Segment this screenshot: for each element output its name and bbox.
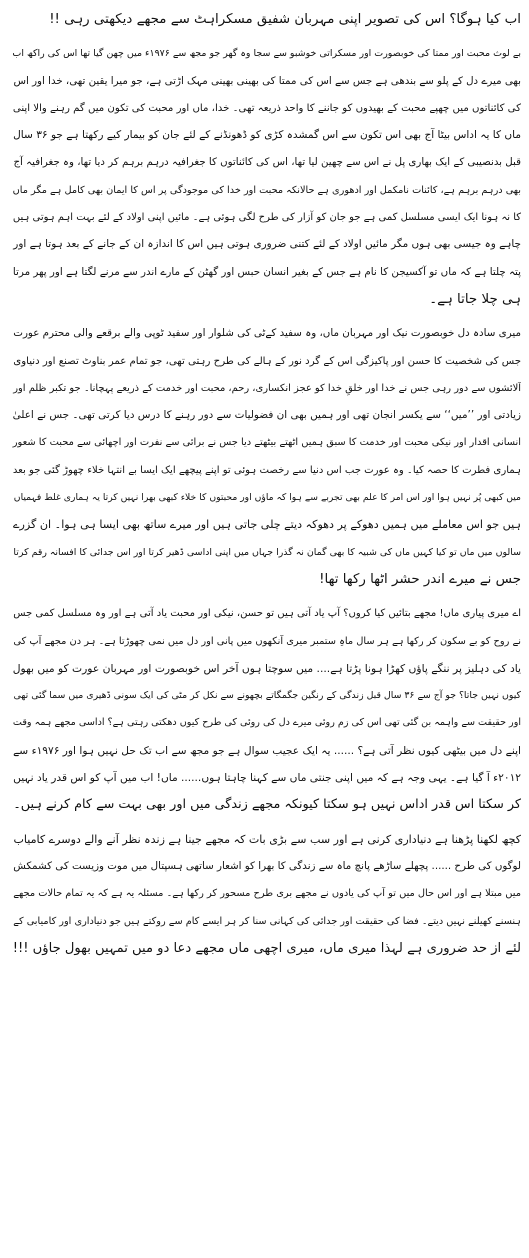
article-paragraph xyxy=(8,320,521,593)
text-line: آلائشوں سے دور رہی جس نے خدا اور خلقِ خدا کو عجز انکساری، رحم، محبت اور خدمت کے ذریعے پہچانا۔ جو تکبر ظلم اور xyxy=(13,382,521,394)
text-line: بھی میرے دل کے پلو سے بندھی ہے جس سے اس کی ممتا کی بھینی بھینی مہک اڑتی ہے، جو میرا یقین تھی، خدا اور اس xyxy=(13,74,521,87)
text-line: چاہے وہ جیسی بھی ہوں مگر مائیں اولاد کے لئے کتنی ضروری ہوتی ہیں اس کا اندازہ ان کے جانے کے بعد ہوتا ہے اور xyxy=(13,238,521,251)
paragraph-spacer xyxy=(8,593,521,600)
text-line: ماں کا یہ اداس بیٹا آج بھی اس تکون سے اس گمشدہ کڑی کو ڈھونڈنے کے لئے جان کو بیمار کیے رکھتا ہے جو ۳۶ سال xyxy=(13,129,521,142)
text-line: بے لوث محبت اور ممتا کی خوبصورت اور مسکراتی خوشبو سے سجا وہ گھر جو مجھ سے ۱۹۷۶ء میں چھن گیا تھا اس کی راکھ اب xyxy=(12,48,521,60)
text-line: ہماری فطرت کا حصہ کیا۔ وہ عورت جب اس دنیا سے رخصت ہوئی تو اپنے پیچھے ایک ایسا بے انتہا خلاء چھوڑ گئی جو بعد xyxy=(12,464,521,476)
text-line: انسانی اقدار اور نیکی محبت اور خدمت کا سبق ہمیں اٹھتے بیٹھتے دیا جس نے برائی سے نفرت اور اچھائی سے محبت کا شعور xyxy=(12,437,521,449)
text-line: میں مبتلا ہے اور اس حال میں تو آپ کی یادوں نے مجھے بری طرح مسحور کر رکھا ہے۔ مسئلہ یہ ہے کہ یہ تمام حالات مجھے xyxy=(13,888,521,900)
text-line: میری سادہ دل خوبصورت نیک اور مہربان ماں، وہ سفید کےٹی کی شلوار اور سفید ٹوپی والے برقعے والی محترم عورت xyxy=(13,327,521,340)
text-line: یاد کی دہلیز پر ننگے پاؤں کھڑا ہونا پڑتا ہے.... میں سوچتا ہوں آخر اس خوبصورت اور مہربان عورت کو میں بھول xyxy=(12,661,521,675)
text-line: ہیں جو اس معاملے میں ہمیں دھوکے پر دھوکہ دیتے چلی جاتی ہیں اور میرے ساتھ بھی ایسا ہی ہوا۔ ان گزرے xyxy=(13,518,521,532)
article-paragraph xyxy=(8,6,521,33)
text-line: اب کیا ہوگا؟ اس کی تصویر اپنی مہربان شفیق مسکراہٹ سے مجھے دیکھتی رہی !! xyxy=(49,12,521,27)
paragraph-spacer xyxy=(8,819,521,826)
text-line: میں کبھی پُر نہیں ہوا اور اس امر کا علم بھی تجربے سے ہوا کہ ماؤں اور محبتوں کا خلاء کبھی بھرا نہیں کرتا یہ ہماری غلط فہمیاں xyxy=(13,492,521,504)
text-line: قبل بدنصیبی کے ایک بھاری پل نے اس سے چھین لیا تھا، اس کی کائناتوں کا جغرافیہ درہم برہم کر دیا تھا، وہ جغرافیہ آج xyxy=(13,157,521,169)
text-line: اپنے دل میں بیٹھی کیوں نظر آتی ہے؟ ...... یہ ایک عجیب سوال ہے جو مجھ سے اب تک حل نہیں ہوا اور ۱۹۷۶ء سے xyxy=(13,743,521,757)
text-line: ہنسنے کھیلنے نہیں دیتے۔ فضا کی حقیقت اور جدائی کی کہانی سنا کر ہر ایسے کام سے روکتے ہیں جو دنیاداری اور کامیابی کے xyxy=(13,915,521,927)
text-line: کر سکتا اس قدر اداس نہیں ہو سکتا کیونکہ مجھے زندگی میں اور بھی بہت سے کام کرنے ہیں۔ xyxy=(13,797,521,813)
text-line: اور حقیقت سے واہمہ بن گئی تھی اس کی زم روئی میرے دل کی روئی کی طرح کیوں دھکتی رہتی ہے؟ اداسی مجھے ہمہ وقت xyxy=(12,717,521,729)
text-line: ۲۰۱۲ء آ گیا ہے۔ یہی وجہ ہے کہ میں اپنی جنتی ماں سے کہنا چاہتا ہوں...... ماں! اب میں آپ کو اس قدر یاد نہیں xyxy=(13,771,521,785)
text-line: زیادتی اور ’’میں‘‘ سے یکسر انجان تھی اور ہمیں بھی ان فضولیات سے دور رہنے کا درس دیا کرتی تھی۔ جس نے اعلیٰ xyxy=(12,409,521,422)
article-paragraph xyxy=(8,600,521,818)
text-line: پتہ چلتا ہے کہ ماں تو آکسیجن کا نام ہے جس کے بغیر انسان حبس اور گھٹن کے مارے اندر سے مرنے لگتا ہے اور پھر مرتا xyxy=(12,265,521,278)
text-line: جس نے میرے اندر حشر اٹھا رکھا تھا! xyxy=(319,571,521,587)
text-line: کیوں نہیں جاتا؟ جو آج سے ۳۶ سال قبل زندگی کے رنگین جگمگاتے بچھونے سے نکل کر مٹی کی ایک سونی ڈھیری میں سما گئی تھی xyxy=(13,690,521,702)
text-line: جس کی شخصیت کا حسن اور پاکیزگی اس کے گرد نور کے ہالے کی طرح رہتی تھی، جو تمام عمر بناوٹ تصنع اور دنیاوی xyxy=(13,355,521,367)
text-line: نے روح کو بے سکون کر رکھا ہے ہر سال ماہِ ستمبر میری آنکھوں میں پانی اور دل میں نمی چھوڑتا ہے۔ ہر دن مجھے آپ کی xyxy=(13,635,521,647)
text-line: لئے از حد ضروری ہے لہذا میری ماں، میری اچھی ماں مجھے دعا دو میں تمہیں بھول جاؤں !!! xyxy=(12,940,521,956)
text-line: کا نہ ہونا ایک ایسی مسلسل کمی ہے جو جان کو آزار کی طرح لگی ہوئی ہے۔ مائیں اپنی اولاد کے لئے بہت اہم ہوتی ہیں xyxy=(12,212,521,224)
text-line: ہی چلا جاتا ہے۔ xyxy=(429,291,521,307)
text-line: کی کائناتوں میں چھپے محبت کے بھیدوں کو جاننے کا واحد ذریعہ تھی۔ خدا، ماں اور محبت کی تکون میں گم رہنے والا اپنی xyxy=(12,102,521,114)
text-line: کچھ لکھنا پڑھنا ہے دنیاداری کرنی ہے اور سب سے بڑی بات کہ مجھے جینا ہے زندہ نظر آنے والے دوسرے کامیاب xyxy=(13,832,521,846)
article-body xyxy=(8,6,521,962)
paragraph-spacer xyxy=(8,313,521,320)
text-line: سالوں میں ماں تو کیا کہیں ماں کی شبیہ کا بھی گمان نہ گذرا جہاں میں اپنی اداسی ڈھیر کرتا اور اس جدائی کا افسانہ رقم کرتا xyxy=(13,546,521,558)
paragraph-spacer xyxy=(8,33,521,40)
article-paragraph xyxy=(8,40,521,313)
text-line: لوگوں کی طرح ...... پچھلے ساڑھے پانچ ماہ سے زندگی کا بھرا کو اشعار ساتھی ہسپتال میں موت وزیست کی کشمکش xyxy=(13,859,521,872)
article-paragraph xyxy=(8,826,521,962)
text-line: اے میری پیاری ماں! مجھے بتائیں کیا کروں؟ آپ یاد آتی ہیں تو حسن، نیکی اور محبت یاد آتی ہے اور وہ مسلسل کمی جس xyxy=(13,608,521,620)
text-line: بھی درہم برہم ہے، کائنات نامکمل اور ادھوری ہے حالانکہ محبت اور خدا کی موجودگی پر اس کا ایمان بھی کامل ہے مگر ماں xyxy=(12,184,521,196)
